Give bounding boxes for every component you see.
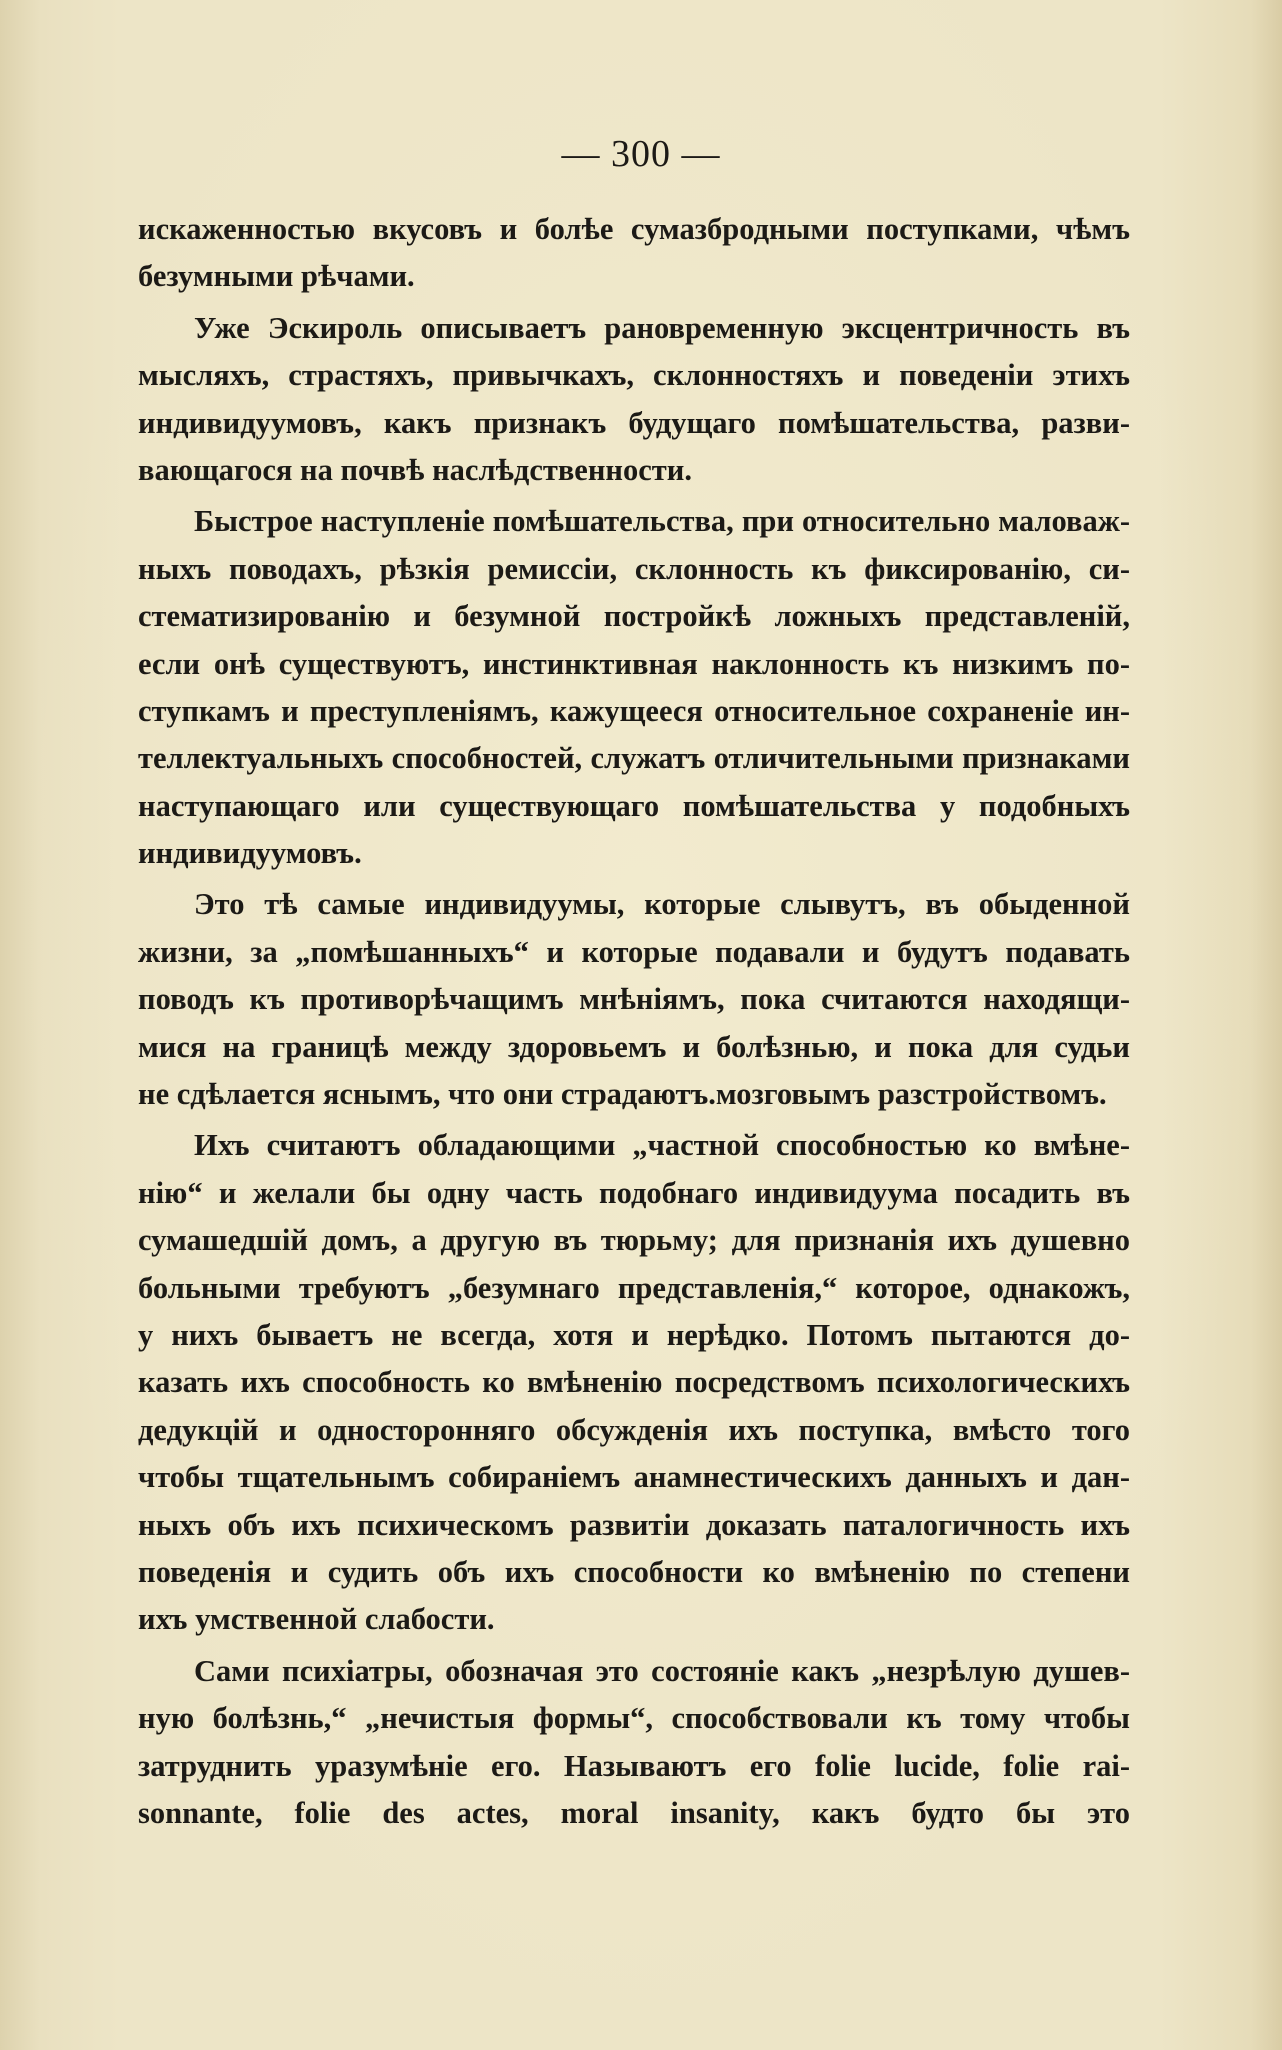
paragraph <box>138 498 1130 877</box>
text-line: безумными рѣчами. <box>138 259 415 294</box>
text-line: больными требуютъ „безумнаго представленiя,“ которое, однакожъ, <box>138 1270 1130 1305</box>
body-text <box>138 206 1130 1838</box>
text-line: если онѣ существуютъ, инстинктивная наклонность къ низкимъ по- <box>138 646 1130 681</box>
text-line: не сдѣлается яснымъ, что они страдаютъ.мозговымъ разстройствомъ. <box>138 1077 1107 1112</box>
text-line: Уже Эскироль описываетъ рановременную эксцентричность въ <box>194 310 1130 345</box>
text-line: дедукцiй и односторонняго обсужденiя ихъ поступка, вмѣсто того <box>138 1412 1130 1447</box>
text-line: наступающаго или существующаго помѣшательства у подобныхъ <box>138 788 1130 823</box>
paragraph <box>138 881 1130 1118</box>
text-line: ную болѣзнь,“ „нечистыя формы“, способствовали къ тому чтобы <box>138 1701 1130 1736</box>
text-line: Это тѣ самые индивидуумы, которые слывутъ, въ обыденной <box>194 887 1130 922</box>
text-line: ихъ умственной слабости. <box>138 1602 495 1637</box>
text-line: мысляхъ, страстяхъ, привычкахъ, склонностяхъ и поведенiи этихъ <box>138 358 1130 393</box>
text-line: мися на границѣ между здоровьемъ и болѣзнью, и пока для судьи <box>138 1029 1130 1064</box>
text-line: затруднить уразумѣнiе его. Называютъ его folie lucide, folie rai- <box>138 1748 1130 1783</box>
text-line: sonnante, folie des actes, moral insanity, какъ будто бы это <box>138 1795 1130 1830</box>
text-line: Сами психiатры, обозначая это состоянiе какъ „незрѣлую душев- <box>194 1653 1130 1688</box>
text-line: искаженностью вкусовъ и болѣе сумазбродными поступками, чѣмъ <box>138 212 1130 246</box>
text-line: индивидуумовъ, какъ признакъ будущаго помѣшательства, разви- <box>138 405 1130 440</box>
text-line: вающагося на почвѣ наслѣдственности. <box>138 452 692 487</box>
text-line: ныхъ объ ихъ психическомъ развитiи доказать паталогичность ихъ <box>138 1507 1130 1542</box>
text-line: поводъ къ противорѣчащимъ мнѣнiямъ, пока считаются находящи- <box>138 982 1130 1017</box>
text-line: жизни, за „помѣшанныхъ“ и которые подавали и будутъ подавать <box>138 934 1130 969</box>
text-line: у нихъ бываетъ не всегда, хотя и нерѣдко. Потомъ пытаются до- <box>138 1317 1130 1352</box>
text-line: сумашедшiй домъ, а другую въ тюрьму; для признанiя ихъ душевно <box>138 1223 1130 1258</box>
paragraph <box>138 1648 1130 1838</box>
page-number: — 300 — <box>561 133 721 175</box>
text-line: ступкамъ и преступленiямъ, кажущееся относительное сохраненiе ин- <box>138 693 1130 728</box>
text-line: нiю“ и желали бы одну часть подобнаго индивидуума посадить въ <box>138 1175 1130 1210</box>
text-line: индивидуумовъ. <box>138 836 362 871</box>
text-line: поведенiя и судить объ ихъ способности ко вмѣненiю по степени <box>138 1554 1130 1589</box>
text-line: чтобы тщательнымъ собиранiемъ анамнестическихъ данныхъ и дан- <box>138 1460 1130 1495</box>
paragraph <box>138 1122 1130 1643</box>
text-line: Быстрое наступленіе помѣшательства, при относительно маловаж- <box>194 504 1130 539</box>
paragraph <box>138 305 1130 495</box>
paragraph <box>138 206 1130 301</box>
text-line: теллектуальныхъ способностей, служатъ отличительными признаками <box>138 741 1130 776</box>
text-line: ныхъ поводахъ, рѣзкiя ремиссiи, склонность къ фиксированiю, си- <box>138 551 1130 586</box>
text-line: казать ихъ способность ко вмѣненiю посредствомъ психологическихъ <box>138 1365 1130 1400</box>
text-line: стематизированiю и безумной постройкѣ ложныхъ представленiй, <box>138 599 1130 634</box>
text-line: Ихъ считаютъ обладающими „частной способностью ко вмѣне- <box>194 1128 1130 1163</box>
